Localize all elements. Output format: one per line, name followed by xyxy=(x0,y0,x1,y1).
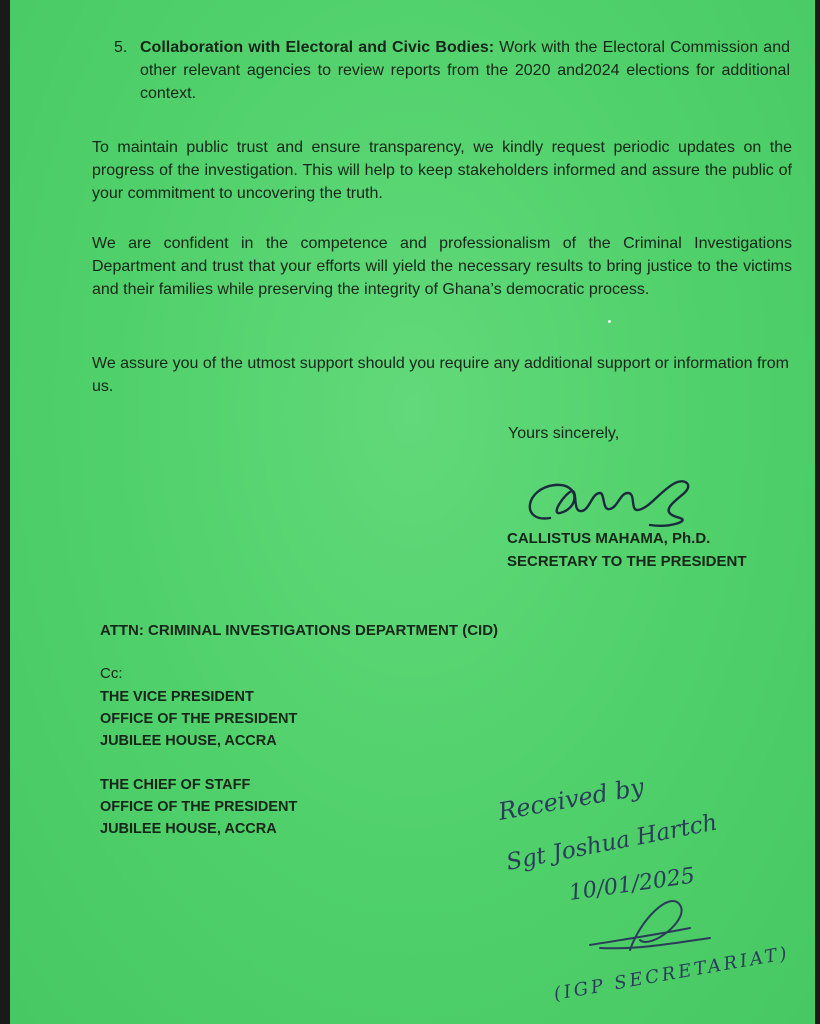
cc-line: OFFICE OF THE PRESIDENT xyxy=(100,711,298,727)
paragraph-transparency: To maintain public trust and ensure transparency, we kindly request periodic updates on the progress of the investigation. This will help to keep stakeholders informed and assure the public of your commitment to uncovering the truth. xyxy=(92,139,792,202)
handwritten-line: Received by xyxy=(496,772,647,826)
paragraph-support: We assure you of the utmost support should you require any additional support or information from us. xyxy=(92,355,789,395)
closing-salutation: Yours sincerely, xyxy=(508,425,620,442)
signature-image xyxy=(510,463,700,533)
signatory-name: CALLISTUS MAHAMA, Ph.D. xyxy=(507,530,711,547)
cc-recipient-chief-of-staff xyxy=(100,774,297,840)
initials-scribble xyxy=(590,901,710,950)
cc-line: THE VICE PRESIDENT xyxy=(100,689,254,705)
item-body xyxy=(140,36,790,105)
cc-line: JUBILEE HOUSE, ACCRA xyxy=(100,733,277,749)
cc-line: JUBILEE HOUSE, ACCRA xyxy=(100,821,277,837)
handwritten-receipt-note xyxy=(480,770,810,1010)
signatory-title: SECRETARY TO THE PRESIDENT xyxy=(507,553,747,570)
item-heading: Collaboration with Electoral and Civic Bodies: xyxy=(140,39,495,56)
paragraph-confidence: We are confident in the competence and professionalism of the Criminal Investigations Department and trust that your efforts will yield the necessary results to bring justice to the victims and their families while preserving the integrity of Ghana’s democratic process. xyxy=(92,235,792,298)
handwritten-line: Sgt Joshua Hartch xyxy=(504,809,720,876)
handwritten-line: 10/01/2025 xyxy=(567,863,697,906)
numbered-item-5 xyxy=(114,36,790,102)
cc-label: Cc: xyxy=(100,665,123,682)
cc-line: THE CHIEF OF STAFF xyxy=(100,777,251,793)
item-text: Work with the Electoral Commission and other relevant agencies to review reports from the 2020 and2024 elections for additional context. xyxy=(140,39,790,102)
handwritten-line: (IGP SECRETARIAT) xyxy=(552,942,792,1005)
item-number: 5. xyxy=(114,39,128,56)
cc-recipient-vice-president xyxy=(100,686,297,752)
cc-line: OFFICE OF THE PRESIDENT xyxy=(100,799,298,815)
scan-speck xyxy=(608,320,611,323)
attention-line: ATTN: CRIMINAL INVESTIGATIONS DEPARTMENT (CID) xyxy=(100,622,499,639)
letter-page xyxy=(10,0,815,1024)
